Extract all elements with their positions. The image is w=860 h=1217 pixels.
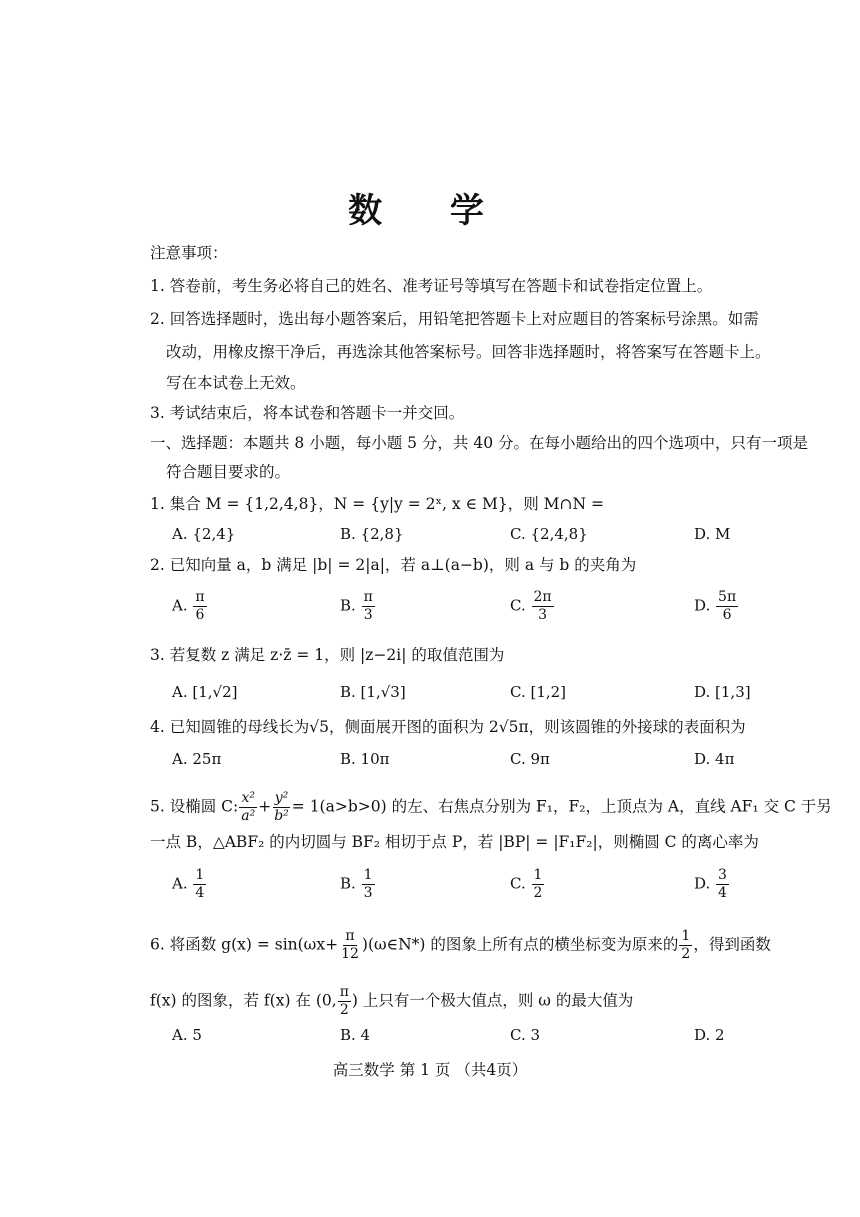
fraction-one-half [679,928,692,963]
q3-option-b: B. [1,√3] [340,683,406,701]
fraction-numerator: π [339,984,349,1000]
q2-option-a [172,589,208,624]
q6-option-d: D. 2 [694,1026,725,1044]
fraction-denominator: 3 [538,607,548,623]
q3-option-a: A. [1,√2] [172,683,238,701]
q5-option-c [510,867,545,902]
fraction-denominator: 6 [195,607,205,623]
page-title: 数 学 [348,191,512,231]
fraction-denominator: 3 [363,885,373,901]
fraction [362,867,375,902]
q6-option-a: A. 5 [172,1026,202,1044]
fraction-denominator: 3 [363,607,373,623]
notice-item-1: 1. 答卷前，考生务必将自己的姓名、准考证号等填写在答题卡和试卷指定位置上。 [150,277,713,295]
q6-text-end: ，得到函数 [693,935,771,954]
fraction-numerator: x² [241,790,255,806]
q6-text-middle: )(ω∈N*) 的图象上所有点的横坐标变为原来的 [361,935,679,954]
fraction-y2-b2 [272,790,291,825]
fraction-numerator: 1 [363,867,373,883]
q2-option-b [340,589,376,624]
q3-option-c: C. [1,2] [510,683,567,701]
fraction-numerator: y² [274,790,289,806]
fraction-denominator: a² [241,808,256,824]
fraction-numerator: π [345,928,355,944]
fraction-denominator: 6 [722,607,732,623]
option-label: A. [172,874,188,893]
q1-option-b: B. {2,8} [340,525,404,543]
fraction-denominator: 4 [195,885,205,901]
q6-text-start: 6. 将函数 g(x) = sin(ωx+ [150,935,339,954]
fraction-pi-2 [338,984,351,1019]
fraction-numerator: 2π [533,589,552,605]
question-3: 3. 若复数 z 满足 z·z̄ = 1，则 |z−2i| 的取值范围为 [150,646,505,664]
fraction-numerator: 5π [718,589,737,605]
fraction-denominator: 2 [681,946,691,962]
q6-line2-start: f(x) 的图象，若 f(x) 在 (0, [150,991,337,1010]
fraction [362,589,375,624]
q6-line2-end: ) 上只有一个极大值点，则 ω 的最大值为 [351,991,634,1010]
fraction-numerator: 1 [681,928,691,944]
q2-option-d [694,589,739,624]
fraction [193,589,206,624]
notice-item-2-cont2: 写在本试卷上无效。 [166,374,306,392]
notice-item-2: 2. 回答选择题时，选出每小题答案后，用铅笔把答题卡上对应题目的答案标号涂黑。如需 [150,310,759,328]
fraction-denominator: 4 [718,885,727,901]
fraction-denominator: 2 [339,1002,349,1018]
q5-option-b [340,867,376,902]
notice-heading: 注意事项： [150,244,228,262]
q4-option-c: C. 9π [510,750,550,768]
fraction-numerator: π [195,589,205,605]
section-heading-cont: 符合题目要求的。 [166,463,291,481]
q4-option-d: D. 4π [694,750,735,768]
question-5-cont: 一点 B，△ABF₂ 的内切圆与 BF₂ 相切于点 P，若 |BP| = |F₁F₂|，则椭圆 C 的离心率为 [150,833,759,851]
q4-option-a: A. 25π [172,750,222,768]
q5-option-d [694,867,730,902]
question-5: 5. 设椭圆 C: $\frac{\text{x²}}{\text{a²}}$ + $\frac{\text{y²}}{\text{b²}}$ = 1(a>b>0) 的左、右焦点分别为 F₁，F₂，上顶点为 A，直线 AF₁ 交 C 于另 [150,790,832,824]
fraction [532,589,554,624]
fraction-denominator: 12 [341,946,359,962]
notice-item-3: 3. 考试结束后，将本试卷和答题卡一并交回。 [150,404,465,422]
q3-option-d: D. [1,3] [694,683,751,701]
q4-option-b: B. 10π [340,750,390,768]
fraction [716,589,738,624]
q2-option-c [510,589,555,624]
question-6-cont [150,984,633,1019]
option-label: A. [172,596,188,615]
q1-option-c: C. {2,4,8} [510,525,588,543]
fraction-numerator: 1 [533,867,543,883]
q1-option-a: A. {2,4} [172,525,236,543]
option-label: B. [340,596,356,615]
question-2: 2. 已知向量 a，b 满足 |b| = 2|a|，若 a⊥(a−b)，则 a 与 b 的夹角为 [150,556,637,574]
fraction-numerator: π [363,589,373,605]
option-label: D. [694,596,711,615]
fraction-denominator: 2 [533,885,543,901]
section-heading: 一、选择题：本题共 8 小题，每小题 5 分，共 40 分。在每小题给出的四个选项中，只有一项是 [150,434,809,452]
question-1: 1. 集合 M = {1,2,4,8}，N = {y|y = 2ˣ, x ∈ M}，则 M∩N = [150,495,604,513]
fraction-x2-a2 [239,790,257,825]
fraction [532,867,545,902]
option-label: C. [510,874,526,893]
fraction-denominator: b² [274,808,289,824]
notice-item-2-cont: 改动，用橡皮擦干净后，再选涂其他答案标号。回答非选择题时，将答案写在答题卡上。 [166,343,771,361]
option-label: C. [510,596,526,615]
fraction-numerator: 1 [195,867,205,883]
fraction-pi-12 [339,928,361,963]
q5-text-start: 5. 设椭圆 C: [150,797,239,816]
q1-option-d: D. M [694,525,731,543]
q6-option-b: B. 4 [340,1026,371,1044]
q6-option-c: C. 3 [510,1026,541,1044]
fraction-numerator: 3 [718,867,727,883]
option-label: D. [694,874,711,893]
fraction [193,867,206,902]
question-6 [150,928,771,963]
page-footer: 高三数学 第 1 页 （共4页） [332,1061,528,1079]
fraction [716,867,729,902]
question-4: 4. 已知圆锥的母线长为√5，侧面展开图的面积为 2√5π，则该圆锥的外接球的表面积为 [150,718,746,736]
q5-option-a [172,867,207,902]
option-label: B. [340,874,356,893]
q5-text-end: = 1(a>b>0) 的左、右焦点分别为 F₁，F₂，上顶点为 A，直线 AF₁ 交 C 于另 [291,797,832,816]
